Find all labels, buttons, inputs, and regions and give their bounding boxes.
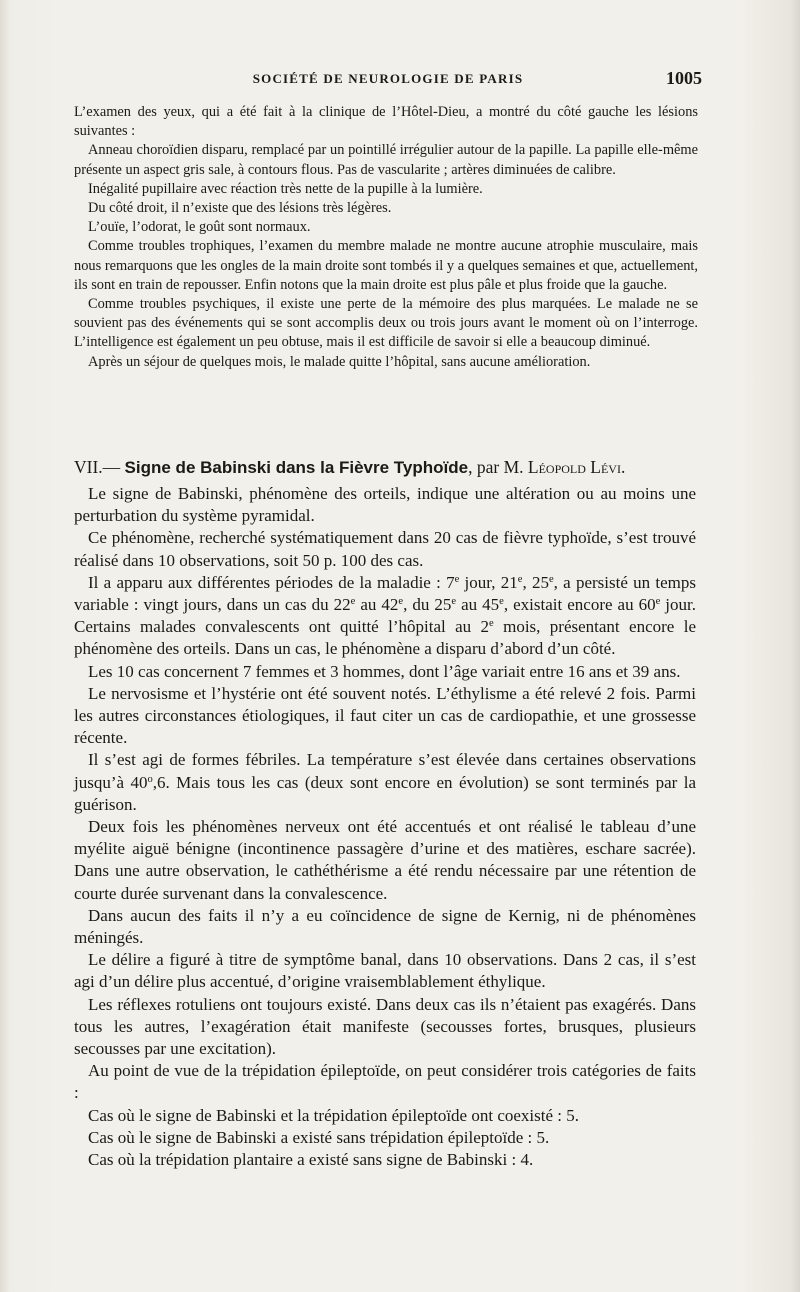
case-report-continuation [74,103,698,372]
section-heading [74,457,696,478]
case-line-coexisted: Cas où le signe de Babinski et la trépidation épileptoïde ont coexisté : 5. [88,1105,579,1125]
paragraph-delirium: Le délire a figuré à titre de symptôme banal, dans 10 observations. Dans 2 cas, il s’est agi d’un délire plus accentué, d’origine vraisemblablement éthylique. [74,950,696,992]
paragraph-choroid-ring: Anneau choroïdien disparu, remplacé par un pointillé irrégulier autour de la papille. La papille elle-même présente un aspect gris sale, à contours flous. Pas de vascularite ; artères diminuées de calibre. [74,142,698,178]
paragraph-reflexes: Les réflexes rotuliens ont toujours existé. Dans deux cas ils n’étaient pas exagérés. Dans tous les autres, l’exagération était manifeste (secousses fortes, brusques, plusieurs secousses par une excitation). [74,994,696,1059]
paragraph-intro: Le signe de Babinski, phénomène des orteils, indique une altération ou au moins une perturbation du système pyramidal. [74,484,696,526]
paragraph-kernig: Dans aucun des faits il n’y a eu coïncidence de signe de Kernig, ni de phénomènes méningés. [74,905,696,948]
page-number: 1005 [666,68,702,88]
paragraph-cases: Les 10 cas concernent 7 femmes et 3 hommes, dont l’âge variait entre 16 ans et 39 ans. [88,661,681,681]
paragraph-right-side: Du côté droit, il n’existe que des lésions très légères. [88,200,392,217]
paragraph-periods: Il a apparu aux différentes périodes de la maladie : 7e jour, 21e, 25e, a persisté un temps variable : vingt jours, dans un cas du 22e au 42e, du 25e au 45e, existait encore au 60e jour. Certains malades convalescents ont quitté l’hôpital au 2e mois, présentant encore le phénomène des orteils. Dans un cas, le phénomène a disparu d’abord d’un côté. [74,572,697,659]
paragraph-febrile: Il s’est agi de formes fébriles. La température s’est élevée dans certaines observations jusqu’à 40$^o$,6. Mais tous les cas (deux sont encore en évolution) se sont terminés par la guérison. [74,750,696,814]
paragraph-psychic-troubles: Comme troubles psychiques, il existe une perte de la mémoire des plus marquées. Le malade ne se souvient pas des événements qui se sont accomplis deux ou trois jours avant le moment où on l’interroge. L’intelligence est également un peu obtuse, mais il est difficile de savoir si elle a beaucoup diminué. [74,296,698,351]
paragraph-nervosism: Le nervosisme et l’hystérie ont été souvent notés. L’éthylisme a été relevé 2 fois. Parmi les autres circonstances étiologiques, il faut citer un cas de cardiopathie, et une grossesse récente. [74,683,696,748]
section-title: Signe de Babinski dans la Fièvre Typhoïde [124,458,469,477]
page-header [74,68,702,92]
paragraph-trophic-troubles: Comme troubles trophiques, l’examen du membre malade ne montre aucune atrophie musculaire, mais nous remarquons que les ongles de la main droite sont tombés il y a quelques semaines et que, actuellement, ils sont en train de repousser. Enfin notons que la main droite est plus pâle et plus froide que la gauche. [74,238,698,293]
section-author: Léopold Lévi. [527,457,626,477]
section-by: , par M. [468,457,524,477]
paragraph-myelitis: Deux fois les phénomènes nerveux ont été accentués et ont réalisé le tableau d’une myélite aiguë bénigne (incontinence passagère d’urine et des matières, eschare sacrée). Dans une autre observation, le cathéthérisme a été rendu nécessaire par une rétention de courte durée survenant dans la convalescence. [74,817,696,903]
paragraph-discharge: Après un séjour de quelques mois, le malade quitte l’hôpital, sans aucune amélioration. [88,353,591,370]
paragraph-eye-exam: L’examen des yeux, qui a été fait à la clinique de l’Hôtel-Dieu, a montré du côté gauche les lésions suivantes : [74,104,698,140]
running-title: SOCIÉTÉ DE NEUROLOGIE DE PARIS [252,71,524,86]
case-line-trepidation-only: Cas où la trépidation plantaire a existé sans signe de Babinski : 4. [88,1150,534,1170]
article-body [74,483,696,1171]
paragraph-frequency: Ce phénomène, recherché systématiquement dans 20 cas de fièvre typhoïde, s’est trouvé réalisé dans 10 observations, soit 50 p. 100 des cas. [74,528,696,570]
paragraph-pupil-inequality: Inégalité pupillaire avec réaction très nette de la pupille à la lumière. [88,180,483,197]
case-line-babinski-only: Cas où le signe de Babinski a existé sans trépidation épileptoïde : 5. [88,1127,550,1147]
paragraph-senses: L’ouïe, l’odorat, le goût sont normaux. [88,219,311,236]
paragraph-trepidation: Au point de vue de la trépidation épileptoïde, on peut considérer trois catégories de faits : [74,1061,696,1103]
section-number: VII.— [74,457,121,477]
